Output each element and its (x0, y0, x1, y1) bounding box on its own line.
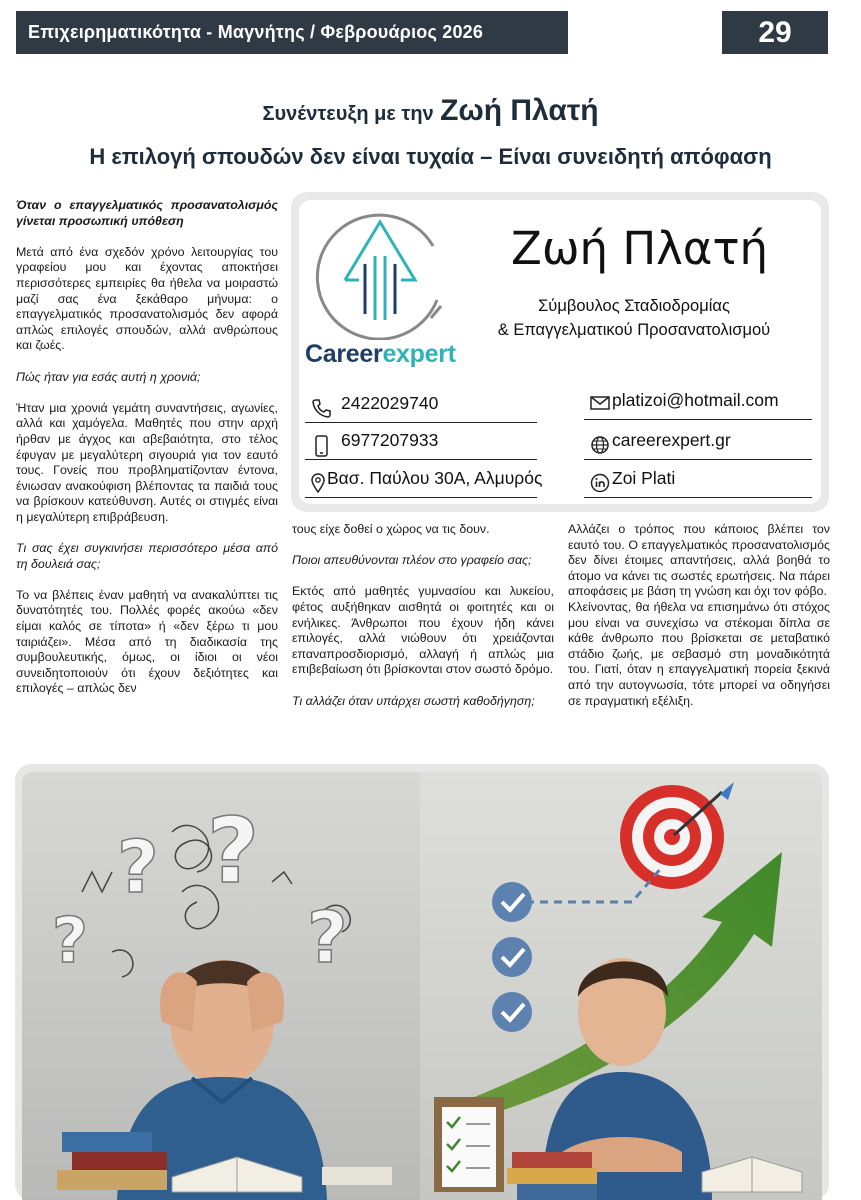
interview-question: Τι σας έχει συγκινήσει περισσότερο μέσα από τη δουλειά σας; (16, 541, 278, 571)
contact-phone-1-text: 2422029740 (341, 393, 439, 413)
card-role-line-2: & Επαγγελματικού Προσανατολισμού (497, 321, 771, 339)
contact-email[interactable] (584, 386, 812, 420)
page-number: 29 (722, 11, 828, 54)
business-card-inner (299, 200, 821, 504)
text-column-1 (16, 198, 278, 697)
lead-paragraph: Όταν ο επαγγελματικός προσανατολισμός γίνεται προσωπική υπόθεση (16, 198, 278, 228)
student-confusion-vs-clarity-illustration-icon (22, 772, 822, 1200)
contact-phone-2[interactable] (305, 426, 537, 460)
card-name: Ζωή Πλατή (511, 222, 769, 275)
paragraph: Κλείνοντας, θα ήθελα να επισημάνω ότι στόχος μου είναι να συνεχίσω να στέκομαι δίπλα σε κάθε άνθρωπο που βρίσκεται σε μεταβατικό στάδιο ζωής, με σεβασμό στη μοναδικότητά του. Γιατί, όταν η επαγγελματική πορεία ξεκινά από την αυτογνωσία, τότε μπορεί να οδηγήσει σε πραγματική εξέλιξη. (568, 599, 830, 708)
contact-email-text: platizoi@hotmail.com (612, 390, 779, 410)
brand-wordmark-part-2: expert (382, 340, 456, 368)
paragraph: Εκτός από μαθητές γυμνασίου και λυκείου, φέτος αυξήθηκαν αισθητά οι φοιτητές και οι ενήλικες. Άνθρωποι που έχουν ήδη κάνει επιλογές, αλλά νιώθουν ότι χρειάζονται επαναπροσδιορισμό, αλλαγή ή απλώς μια επιβεβαίωση ότι βρίσκονται στον σωστό δρόμο. (292, 584, 554, 677)
contact-website-text: careerexpert.gr (612, 430, 731, 450)
mobile-phone-icon (311, 435, 331, 457)
svg-text:?: ? (207, 799, 260, 904)
magazine-section-header: Επιχειρηματικότητα - Μαγνήτης / Φεβρουάριος 2026 (16, 11, 568, 54)
text-column-3 (568, 522, 830, 709)
paragraph: Ήταν μια χρονιά γεμάτη συναντήσεις, αγωνίες, αλλά και χαμόγελα. Μαθητές που στην αρχή ήρθαν με άγχος και αβεβαιότητα, στο τέλος έφυγαν με μεγαλύτερη σιγουριά για τον εαυτό τους. Γονείς που προβληματίζονταν έντονα, ένιωσαν ανακούφιση βλέποντας τα παιδιά τους να βρίσκουν κατεύθυνση. Αυτές οι στιγμές είναι η μεγαλύτερη επιβράβευση. (16, 400, 278, 524)
phone-icon (311, 398, 331, 418)
article-title-name: Ζωή Πλατή (440, 94, 599, 127)
card-role (464, 294, 804, 342)
contact-website[interactable] (584, 426, 812, 460)
card-role-line-1: Σύμβουλος Σταδιοδρομίας (538, 297, 730, 315)
contact-linkedin-text: Zoi Plati (612, 468, 676, 488)
article-title (0, 94, 861, 128)
paragraph: Το να βλέπεις έναν μαθητή να ανακαλύπτει τις δυνατότητές του. Πολλές φορές ακούω «δεν είμαι καλός σε τίποτα» ή «δεν ξέρω τι μου ταιριάζει». Μέσα από τη διαδικασία της συμβουλευτικής, όμως, οι ίδιοι οι νέοι συνειδητοποιούν ότι έχουν δεξιότητες και επιλογές – απλώς δεν (16, 587, 278, 696)
article-subtitle: Η επιλογή σπουδών δεν είναι τυχαία – Είναι συνειδητή απόφαση (89, 144, 772, 169)
contact-linkedin[interactable] (584, 464, 812, 498)
interview-question: Ποιοι απευθύνονται πλέον στο γραφείο σας; (292, 553, 532, 568)
svg-text:?: ? (307, 897, 348, 979)
interview-question: Τι αλλάζει όταν υπάρχει σωστή καθοδήγηση; (292, 693, 535, 708)
contact-phone-1[interactable] (305, 389, 537, 423)
contact-address[interactable] (305, 464, 543, 498)
svg-text:?: ? (117, 825, 159, 909)
illustration (22, 772, 822, 1200)
business-card (291, 192, 829, 512)
article-title-prefix: Συνέντευξη με την (262, 103, 434, 125)
svg-text:?: ? (52, 904, 88, 977)
globe-icon (590, 435, 610, 455)
careerexpert-logo-icon (305, 208, 455, 340)
brand-wordmark-part-1: Career (305, 340, 383, 368)
contact-address-text: Βασ. Παύλου 30Α, Αλμυρός (327, 468, 543, 488)
paragraph: Μετά από ένα σχεδόν χρόνο λειτουργίας του γραφείου μου και έχοντας αποκτήσει περισσότερες εμπειρίες θα ήθελα να μοιραστώ μαζί σας ένα ξεκάθαρο μήνυμα: ο επαγγελματικός προσανατολισμός δεν αφορά απλώς επιλογές σπουδών, αλλά ανθρώπους και ζωές. (16, 244, 278, 353)
email-envelope-icon (590, 395, 610, 411)
paragraph: τους είχε δοθεί ο χώρος να τις δουν. (292, 522, 490, 536)
linkedin-icon (590, 473, 610, 493)
interview-question: Πώς ήταν για εσάς αυτή η χρονιά; (16, 369, 201, 384)
paragraph: Αλλάζει ο τρόπος που κάποιος βλέπει τον εαυτό του. Ο επαγγελματικός προσανατολισμός δεν δίνει έτοιμες απαντήσεις, αλλά βοηθά το άτομο να κάνει τις σωστές ερωτήσεις. Να πάρει αποφάσεις με βάση τη γνώση και όχι τον φόβο. (568, 522, 830, 599)
location-pin-icon (311, 473, 325, 493)
contact-phone-2-text: 6977207933 (341, 430, 439, 450)
text-column-2 (292, 522, 554, 709)
brand-wordmark (305, 340, 456, 369)
